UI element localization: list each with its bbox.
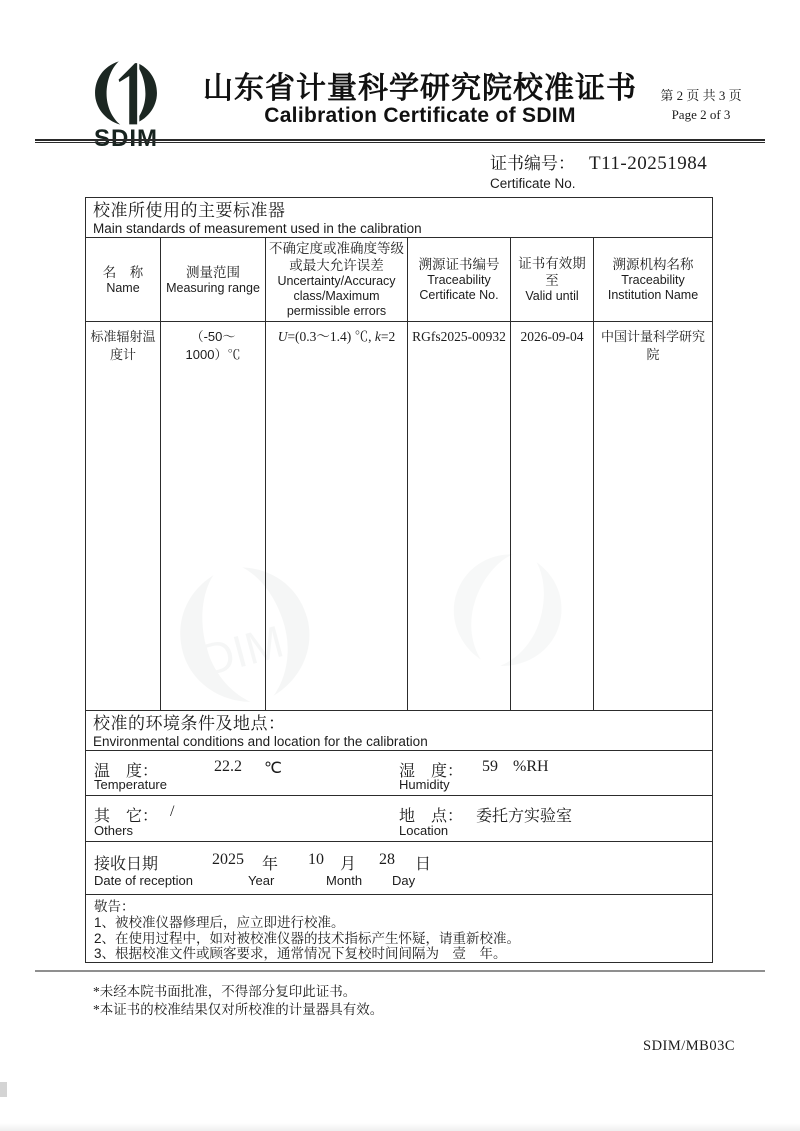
reception-year-value: 2025 <box>212 851 244 868</box>
others-location-row <box>86 796 713 842</box>
standards-table <box>85 197 713 963</box>
header-divider <box>35 139 765 143</box>
col-header-range <box>161 238 266 322</box>
col-header-trace-cert <box>408 238 511 322</box>
temperature-label-en: Temperature <box>94 777 167 792</box>
certificate-no-label-en: Certificate No. <box>490 176 576 191</box>
location-value: 委托方实验室 <box>476 808 573 825</box>
standards-section-title <box>86 198 713 238</box>
page-number-en: Page 2 of 3 <box>671 107 731 122</box>
col-header-institution-en: Traceability Institution Name <box>607 273 699 302</box>
cell-measuring-range <box>161 322 266 711</box>
environment-title-zh: 校准的环境条件及地点： <box>93 714 286 733</box>
certificate-no-label-zh: 证书编号： <box>490 154 575 173</box>
location-label-en: Location <box>399 823 449 838</box>
reception-label-en: Date of reception <box>94 873 194 888</box>
certificate-no-value: T11-20251984 <box>589 153 708 174</box>
notice-item: 3、根据校准文件或顾客要求，通常情况下复校时间间隔为 壹 年。 <box>94 946 507 962</box>
notice-title: 敬告： <box>94 899 135 914</box>
humidity-label-en: Humidity <box>399 777 450 792</box>
cell-uncertainty <box>266 322 408 711</box>
reception-month-value: 10 <box>308 851 324 868</box>
reception-month-en: Month <box>326 873 363 888</box>
col-header-institution <box>594 238 713 322</box>
reception-label-zh: 接收日期 <box>94 856 159 873</box>
environment-title-en: Environmental conditions and location for the calibration <box>93 734 428 749</box>
col-header-name-en: Name <box>106 280 140 295</box>
uncertainty-k: k <box>374 329 381 344</box>
col-header-trace-cert-zh: 溯源证书编号 <box>418 257 500 272</box>
certificate-number-block <box>490 149 707 191</box>
uncertainty-seg2: =2 <box>380 329 396 344</box>
reception-day-en: Day <box>392 873 416 888</box>
temperature-label-zh: 温 度： <box>94 763 159 780</box>
col-header-name-zh: 名 称 <box>102 264 144 280</box>
standards-title-en: Main standards of measurement used in the calibration <box>93 221 422 236</box>
uncertainty-u: U <box>277 329 288 344</box>
standards-title-zh: 校准所使用的主要标准器 <box>93 201 286 220</box>
others-label-zh: 其 它： <box>94 808 159 825</box>
logo-text: SDIM <box>94 125 158 152</box>
cell-institution: 中国计量科学研究院 <box>594 322 713 711</box>
col-header-trace-cert-en: Traceability Certificate No. <box>419 273 499 302</box>
humidity-label-zh: 湿 度： <box>399 763 464 780</box>
col-header-range-en: Measuring range <box>166 280 260 295</box>
notice-row <box>86 895 713 963</box>
col-header-valid-until-en: Valid until <box>525 289 579 303</box>
humidity-unit: %RH <box>513 758 549 775</box>
humidity-value: 59 <box>482 758 498 775</box>
footer-divider <box>35 970 765 972</box>
others-value: / <box>170 803 175 820</box>
col-header-range-zh: 测量范围 <box>186 264 240 280</box>
col-header-uncertainty <box>266 238 408 322</box>
scan-artifact <box>0 1082 7 1097</box>
page-title-en: Calibration Certificate of SDIM <box>264 104 576 127</box>
cell-traceability-no: RGfs2025-00932 <box>408 322 511 711</box>
environment-section-title <box>86 711 713 751</box>
reception-year-en: Year <box>248 873 275 888</box>
scan-edge-shading <box>0 1123 800 1131</box>
range-line2: 1000）℃ <box>185 347 241 362</box>
col-header-valid-until <box>511 238 594 322</box>
cell-standard-name: 标准辐射温度计 <box>86 322 161 711</box>
others-label-en: Others <box>94 823 134 838</box>
footer-notes <box>93 983 383 1019</box>
standards-header-row <box>86 238 713 322</box>
reception-month-unit: 月 <box>340 856 357 873</box>
col-header-uncertainty-en: Uncertainty/Accuracy class/Maximum permissible errors <box>277 274 396 318</box>
reception-year-unit: 年 <box>262 856 279 873</box>
cell-valid-until: 2026-09-04 <box>511 322 594 711</box>
col-header-valid-until-zh: 证书有效期至 <box>518 256 586 288</box>
footer-note: *未经本院书面批准，不得部分复印此证书。 <box>93 984 357 999</box>
standards-data-row <box>86 322 713 711</box>
notice-item: 2、在使用过程中，如对被校准仪器的技术指标产生怀疑，请重新校准。 <box>94 930 521 946</box>
page-number <box>626 86 776 124</box>
location-label-zh: 地 点： <box>399 808 464 825</box>
page-number-zh: 第 2 页 共 3 页 <box>660 88 742 103</box>
notice-item: 1、被校准仪器修理后，应立即进行校准。 <box>94 914 345 930</box>
svg-text:DIM: DIM <box>195 615 289 687</box>
page-title-zh: 山东省计量科学研究院校准证书 <box>203 72 637 105</box>
reception-day-unit: 日 <box>415 856 432 873</box>
temperature-value: 22.2 <box>214 758 242 775</box>
col-header-institution-zh: 溯源机构名称 <box>612 257 694 272</box>
reception-day-value: 28 <box>379 851 395 868</box>
range-line1: （-50～ <box>190 329 236 344</box>
col-header-name <box>86 238 161 322</box>
footer-note: *本证书的校准结果仅对所校准的计量器具有效。 <box>93 1002 384 1017</box>
col-header-uncertainty-zh: 不确定度或准确度等级或最大允许误差 <box>269 241 404 273</box>
temperature-unit: ℃ <box>264 760 282 777</box>
sdim-logo-icon <box>89 57 163 129</box>
conditions-row <box>86 751 713 796</box>
reception-date-row <box>86 842 713 895</box>
uncertainty-seg1: =(0.3～1.4) ℃, <box>287 329 375 344</box>
form-code: SDIM/MB03C <box>643 1038 736 1054</box>
